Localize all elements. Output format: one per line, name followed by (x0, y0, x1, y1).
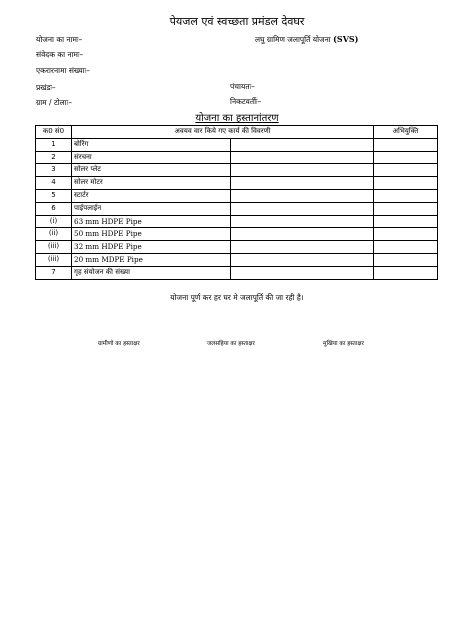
agreement-label: एकरारनामा संख्याः– (36, 66, 90, 75)
row-item: स्टार्टर (72, 189, 231, 202)
row-sn: (iii) (36, 241, 72, 254)
table-row (36, 215, 438, 228)
row-sn: 6 (36, 202, 72, 215)
table-header-row (36, 126, 438, 139)
scheme-name-label: योजना का नामः– (36, 35, 83, 44)
row-detail-cell (231, 215, 374, 228)
row-detail-cell (231, 138, 374, 151)
row-remarks-cell (374, 202, 438, 215)
table-row (36, 164, 438, 177)
row-detail-cell (231, 253, 374, 266)
row-item: 50 mm HDPE Pipe (72, 228, 231, 241)
scheme-type-code: (SVS) (333, 34, 359, 44)
row-sn: 2 (36, 151, 72, 164)
row-remarks-cell (374, 228, 438, 241)
table-row (36, 177, 438, 190)
section-title-text: योजना का हस्तानांतरण (195, 113, 279, 124)
row-detail-cell (231, 189, 374, 202)
row-detail-cell (231, 151, 374, 164)
villagers-signature: ग्रामीणो का हस्ताक्षर (98, 341, 140, 347)
row-item: संरचना (72, 151, 231, 164)
row-remarks-cell (374, 241, 438, 254)
table-row (36, 151, 438, 164)
page-title: पेयजल एवं स्वच्छता प्रमंडल देवघर (169, 15, 305, 28)
row-remarks-cell (374, 177, 438, 190)
table-row (36, 138, 438, 151)
table-row (36, 241, 438, 254)
table-row (36, 202, 438, 215)
row-item: 63 mm HDPE Pipe (72, 215, 231, 228)
row-remarks-cell (374, 138, 438, 151)
row-item: 20 mm MDPE Pipe (72, 253, 231, 266)
row-sn: 4 (36, 177, 72, 190)
block-label: प्रखंडः– (36, 83, 56, 92)
row-sn: (iii) (36, 253, 72, 266)
row-remarks-cell (374, 215, 438, 228)
row-sn: 3 (36, 164, 72, 177)
jalsahiya-signature: जलसहिया का हस्ताक्षर (207, 341, 255, 347)
row-remarks-cell (374, 253, 438, 266)
contractor-label: संवेदक का नामः– (36, 50, 84, 59)
scheme-type-text: लघु ग्रामिण जलापूर्ति योजना (255, 35, 331, 44)
row-remarks-cell (374, 164, 438, 177)
row-item: गृह संयोजन की संख्या (72, 266, 231, 279)
panchayat-label: पंचायतः– (230, 82, 255, 91)
table-row (36, 228, 438, 241)
row-detail-cell (231, 266, 374, 279)
handover-table (35, 125, 438, 280)
table-row (36, 189, 438, 202)
nearest-label: निकटवर्तीः– (230, 97, 262, 106)
row-detail-cell (231, 241, 374, 254)
table-row (36, 266, 438, 279)
table-row (36, 253, 438, 266)
row-item: सोलर मोटर (72, 177, 231, 190)
row-item: 32 mm HDPE Pipe (72, 241, 231, 254)
row-item: बोरिंग (72, 138, 231, 151)
col-header-description: अवयव वार किये गए कार्य की विवरणी (72, 126, 374, 139)
mukhiya-signature: मुखिया का हस्ताक्षर (323, 341, 364, 347)
scheme-type (255, 34, 358, 45)
row-sn: 7 (36, 266, 72, 279)
row-item: सोलर प्लेट (72, 164, 231, 177)
village-label: ग्राम / टोलाः– (36, 98, 72, 107)
row-remarks-cell (374, 151, 438, 164)
col-header-sn: क0 सं0 (36, 126, 72, 139)
col-header-remarks: अभियुक्ति (374, 126, 438, 139)
row-detail-cell (231, 164, 374, 177)
row-remarks-cell (374, 266, 438, 279)
row-sn: 5 (36, 189, 72, 202)
row-item: पाईपलाईन (72, 202, 231, 215)
row-detail-cell (231, 202, 374, 215)
row-sn: (ii) (36, 228, 72, 241)
row-sn: 1 (36, 138, 72, 151)
completion-statement: योजना पूर्ण कर हर घर मे जलापूर्ति की जा रही है। (170, 293, 304, 302)
row-remarks-cell (374, 189, 438, 202)
row-detail-cell (231, 228, 374, 241)
row-detail-cell (231, 177, 374, 190)
section-title (0, 110, 474, 124)
row-sn: (i) (36, 215, 72, 228)
